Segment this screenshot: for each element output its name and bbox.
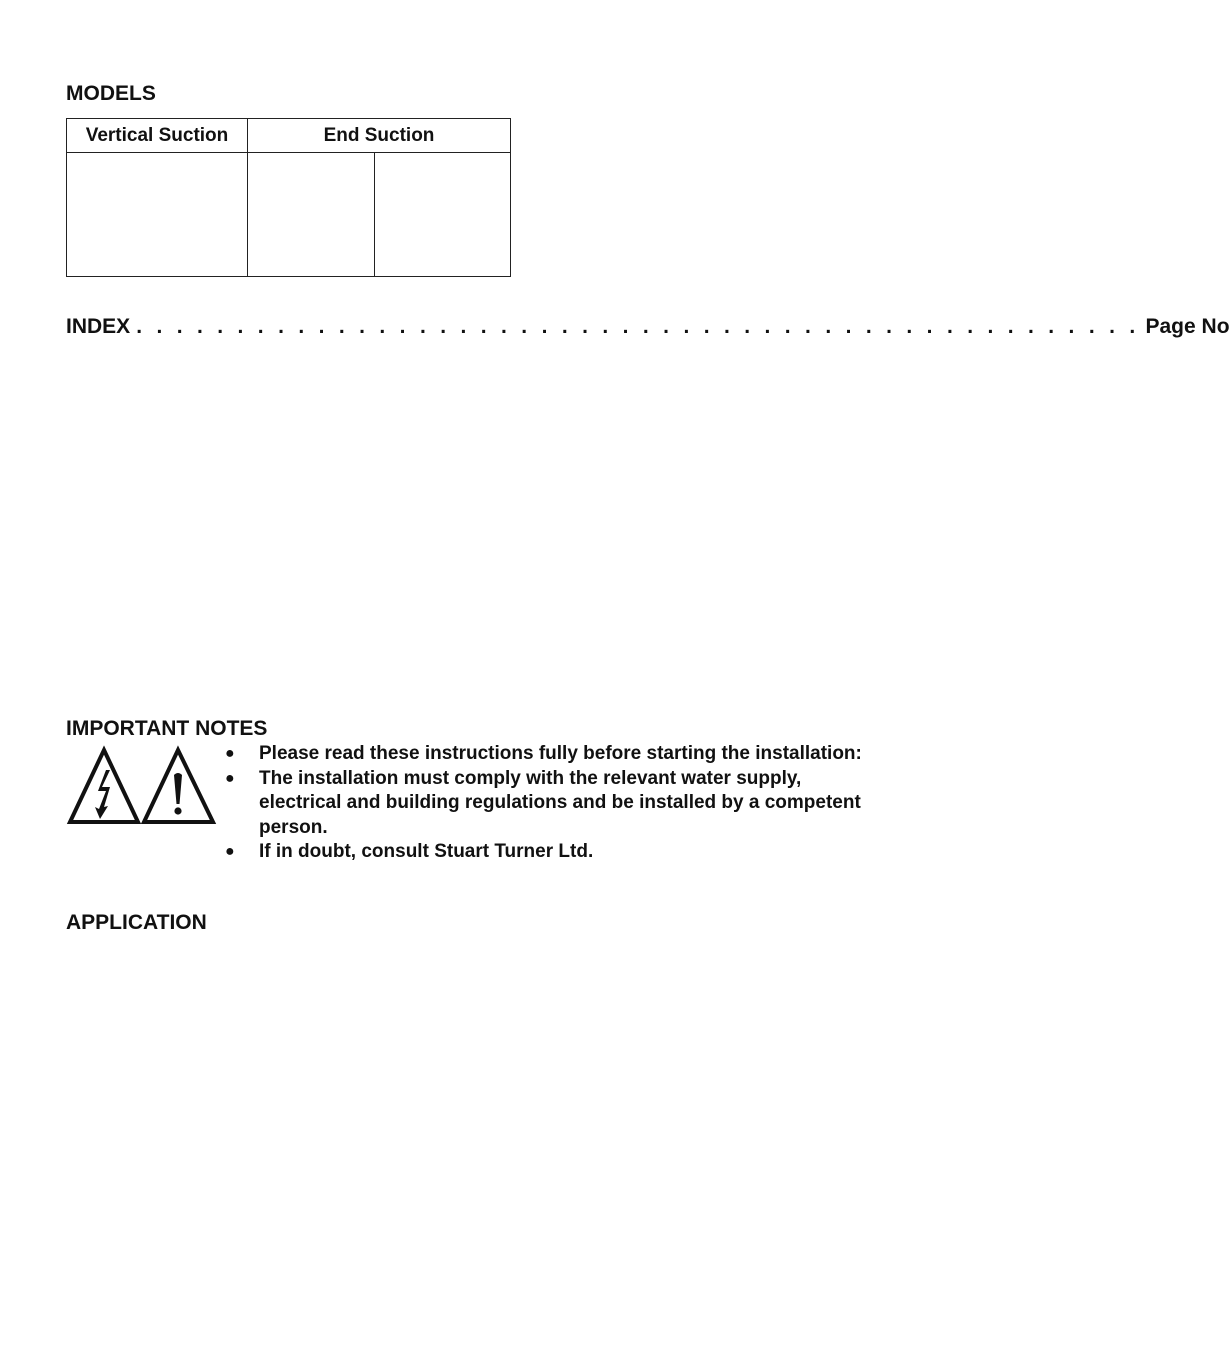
important-notes-heading: IMPORTANT NOTES bbox=[66, 717, 268, 740]
end-suction-cell-1 bbox=[248, 153, 375, 277]
models-heading: MODELS bbox=[66, 82, 156, 105]
index-dot-leader: . . . . . . . . . . . . . . . . . . . . . . . . . . . . . . . . . . . . . . . . . . . . . . . . . . bbox=[136, 315, 1140, 338]
note-text: If in doubt, consult Stuart Turner Ltd. bbox=[259, 841, 594, 862]
bullet-icon: ● bbox=[225, 745, 235, 762]
index-label: INDEX bbox=[66, 315, 131, 338]
vertical-suction-header: Vertical Suction bbox=[67, 119, 248, 153]
end-suction-header: End Suction bbox=[248, 119, 511, 153]
list-item bbox=[225, 742, 865, 767]
bullet-icon: ● bbox=[225, 769, 235, 787]
bullet-icon: ● bbox=[225, 843, 235, 860]
models-table-header-row bbox=[67, 119, 511, 153]
important-notes-list bbox=[225, 742, 865, 865]
warning-icons bbox=[68, 747, 216, 825]
list-item bbox=[225, 767, 865, 841]
application-heading: APPLICATION bbox=[66, 911, 207, 934]
note-text: The installation must comply with the relevant water supply, electrical and building regulations and be installed by a competent person. bbox=[259, 767, 861, 838]
caution-icon bbox=[144, 750, 213, 822]
models-table-row bbox=[67, 153, 511, 277]
page-no-label: Page No bbox=[1145, 315, 1230, 338]
note-text: Please read these instructions fully before starting the installation: bbox=[259, 743, 862, 764]
index-line bbox=[66, 315, 1230, 338]
vertical-suction-cell bbox=[67, 153, 248, 277]
electrical-hazard-icon bbox=[70, 750, 138, 822]
list-item bbox=[225, 840, 865, 865]
end-suction-cell-2 bbox=[375, 153, 511, 277]
models-table bbox=[66, 118, 511, 277]
